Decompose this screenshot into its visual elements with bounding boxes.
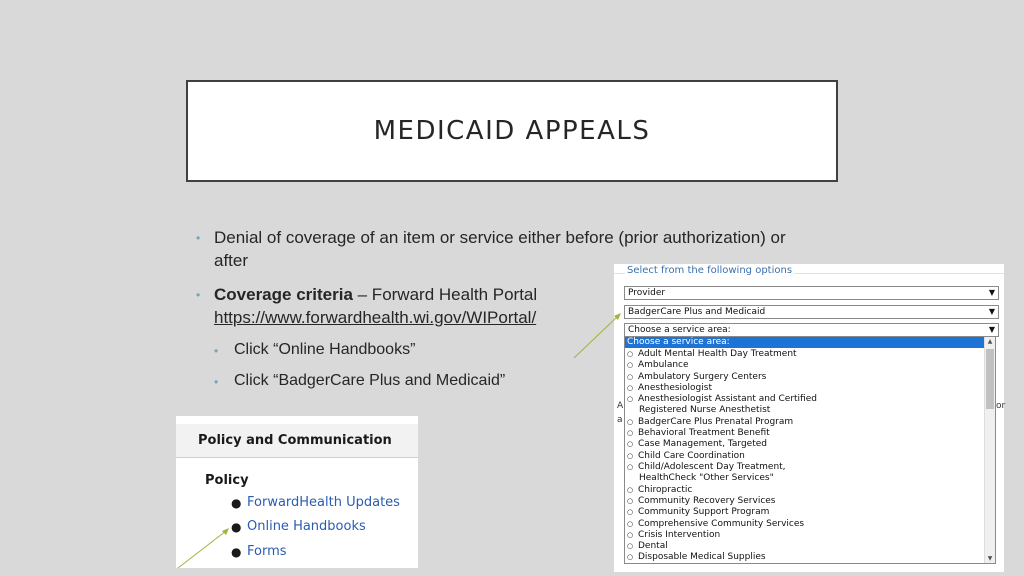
bullet-icon: ○ [627, 508, 634, 516]
service-area-option[interactable]: ○ Case Management, Targeted [627, 439, 767, 449]
bullet-icon: ○ [627, 384, 634, 392]
service-area-option[interactable]: ○ Comprehensive Community Services [627, 519, 805, 529]
service-area-option[interactable]: ○ Crisis Intervention [627, 530, 721, 540]
arrow-to-program-select [574, 316, 618, 358]
arrow-to-online-handbooks [178, 531, 226, 568]
bullet-icon: ○ [627, 520, 634, 528]
bullet-icon: ○ [627, 418, 634, 426]
bullet-icon: ○ [627, 452, 634, 460]
bullet-icon: ○ [627, 553, 634, 561]
forwardhealth-updates-link[interactable]: ForwardHealth Updates [247, 495, 400, 510]
bullet-denial-line1: Denial of coverage of an item or service either before (prior authorization) or [214, 228, 786, 247]
bullet-icon: ○ [627, 531, 634, 539]
policy-bullet-dot: ● [231, 545, 242, 559]
bullet-icon: ○ [627, 542, 634, 550]
bullet-dot: • [196, 231, 201, 245]
obscured-text: A [617, 401, 624, 411]
service-area-option[interactable]: ○ Dental [627, 541, 668, 551]
sub-bullet-dot: • [214, 375, 219, 389]
dropdown-arrow-icon: ▼ [988, 325, 995, 334]
policy-bullet-dot: ● [231, 520, 242, 534]
program-select-value: BadgerCare Plus and Medicaid [628, 307, 766, 317]
sub-bullet-dot: • [214, 344, 219, 358]
dropdown-arrow-icon: ▼ [988, 288, 995, 297]
forms-link[interactable]: Forms [247, 544, 287, 559]
service-area-option-selected[interactable]: Choose a service area: [625, 337, 985, 348]
service-area-option[interactable]: ○ Community Support Program [627, 507, 770, 517]
service-area-option-continued[interactable]: HealthCheck "Other Services" [639, 473, 774, 483]
slide-title: MEDICAID APPEALS [373, 116, 651, 146]
online-handbooks-link[interactable]: Online Handbooks [247, 519, 366, 534]
service-area-option[interactable]: ○ BadgerCare Plus Prenatal Program [627, 417, 794, 427]
policy-subheading: Policy [205, 473, 249, 488]
bullet-icon: ○ [627, 395, 634, 403]
policy-panel-header: Policy and Communication [176, 424, 418, 458]
service-area-option[interactable]: ○ Disposable Medical Supplies [627, 552, 766, 562]
service-area-option[interactable]: ○ Community Recovery Services [627, 496, 776, 506]
service-area-select-value: Choose a service area: [628, 325, 731, 335]
bullet-icon: ○ [627, 373, 634, 381]
bullet-denial-line2: after [214, 251, 249, 270]
obscured-text: or [996, 401, 1006, 411]
arrow-head-icon [222, 528, 229, 535]
scroll-up-icon[interactable]: ▲ [987, 338, 993, 345]
service-area-option-continued[interactable]: Registered Nurse Anesthetist [639, 405, 771, 415]
service-area-option[interactable]: ○ Adult Mental Health Day Treatment [627, 349, 797, 359]
scroll-down-icon[interactable]: ▼ [987, 555, 993, 562]
bullet-icon: ○ [627, 350, 634, 358]
bullet-icon: ○ [627, 440, 634, 448]
service-area-option[interactable]: ○ Child/Adolescent Day Treatment, [627, 462, 786, 472]
service-area-option[interactable]: ○ Ambulatory Surgery Centers [627, 372, 767, 382]
policy-bullet-dot: ● [231, 496, 242, 510]
bullet-icon: ○ [627, 429, 634, 437]
service-area-option[interactable]: ○ Anesthesiologist [627, 383, 712, 393]
bullet-icon: ○ [627, 361, 634, 369]
coverage-criteria-rest: – Forward Health Portal [352, 285, 538, 304]
coverage-criteria-label: Coverage criteria [214, 285, 353, 304]
service-area-option[interactable]: ○ Anesthesiologist Assistant and Certified [627, 394, 817, 404]
user-type-select-value: Provider [628, 288, 666, 298]
obscured-text: a [617, 415, 623, 425]
sub-bullet-badgercare: Click “BadgerCare Plus and Medicaid” [234, 372, 506, 389]
forwardhealth-portal-link[interactable]: https://www.forwardhealth.wi.gov/WIPortal/ [214, 308, 537, 327]
service-area-option[interactable]: ○ Chiropractic [627, 485, 693, 495]
options-legend: Select from the following options [627, 265, 793, 276]
sub-bullet-online-handbooks: Click “Online Handbooks” [234, 341, 416, 358]
service-area-option[interactable]: ○ Child Care Coordination [627, 451, 745, 461]
bullet-icon: ○ [627, 486, 634, 494]
bullet-dot: • [196, 288, 201, 302]
service-area-option[interactable]: ○ Ambulance [627, 360, 689, 370]
service-area-option[interactable]: ○ Behavioral Treatment Benefit [627, 428, 770, 438]
bullet-icon: ○ [627, 463, 634, 471]
dropdown-arrow-icon: ▼ [988, 307, 995, 316]
bullet-icon: ○ [627, 497, 634, 505]
